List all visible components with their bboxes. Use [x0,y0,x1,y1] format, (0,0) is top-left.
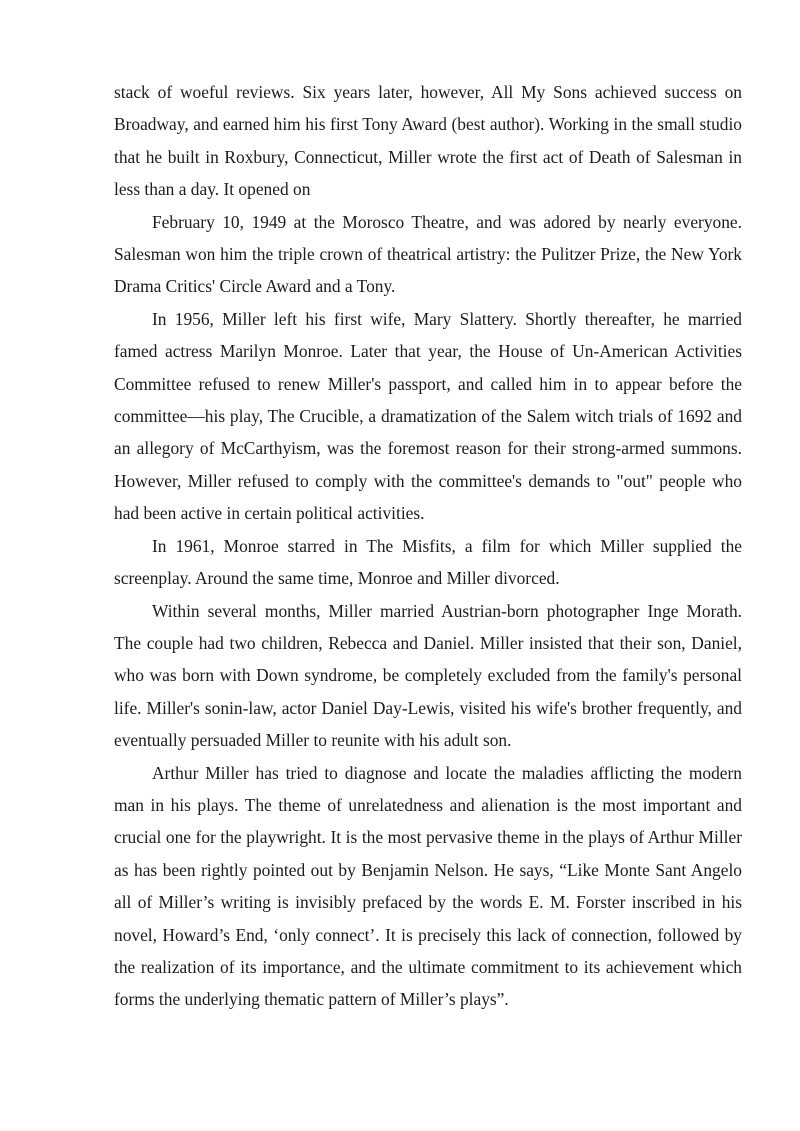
paragraph-alienation-theme: Arthur Miller has tried to diagnose and locate the maladies afflicting the modern man in his plays. The theme of unrelatedness and alienation is the most important and crucial one for the playwright. It is the most pervasive theme in the plays of Arthur Miller as has been rightly pointed out by Benjamin Nelson. He says, “Like Monte Sant Angelo all of Miller’s writing is invisibly prefaced by the words E. M. Forster inscribed in his novel, Howard’s End, ‘only connect’. It is precisely this lack of connection, followed by the realization of its importance, and the ultimate commitment to its achievement which forms the underlying thematic pattern of Miller’s plays”. [114,762,742,1010]
paragraph-continuation: stack of woeful reviews. Six years later, however, All My Sons achieved success on Broadway, and earned him his first Tony Award (best author). Working in the small studio that he built in Roxbury, Connecticut, Miller wrote the first act of Death of Salesman in less than a day. It opened on [114,82,742,200]
paragraph-misfits: In 1961, Monroe starred in The Misfits, a film for which Miller supplied the screenplay. Around the same time, Monroe and Miller divorced. [114,535,742,589]
paragraph-salesman-opening: February 10, 1949 at the Morosco Theatre, and was adored by nearly everyone. Salesman won him the triple crown of theatrical artistry: the Pulitzer Prize, the New York Drama Critics' Circle Award and a Tony. [114,211,742,297]
body-text [114,76,742,1016]
paragraph-monroe-marriage: In 1956, Miller left his first wife, Mary Slattery. Shortly thereafter, he married famed actress Marilyn Monroe. Later that year, the House of Un-American Activities Committee refused to renew Miller's passport, and called him in to appear before the committee—his play, The Crucible, a dramatization of the Salem witch trials of 1692 and an allegory of McCarthyism, was the foremost reason for their strong-armed summons. However, Miller refused to comply with the committee's demands to "out" people who had been active in certain political activities. [114,308,742,524]
paragraph-morath-marriage: Within several months, Miller married Austrian-born photographer Inge Morath. The couple had two children, Rebecca and Daniel. Miller insisted that their son, Daniel, who was born with Down syndrome, be completely excluded from the family's personal life. Miller's sonin-law, actor Daniel Day-Lewis, visited his wife's brother frequently, and eventually persuaded Miller to reunite with his adult son. [114,600,742,751]
